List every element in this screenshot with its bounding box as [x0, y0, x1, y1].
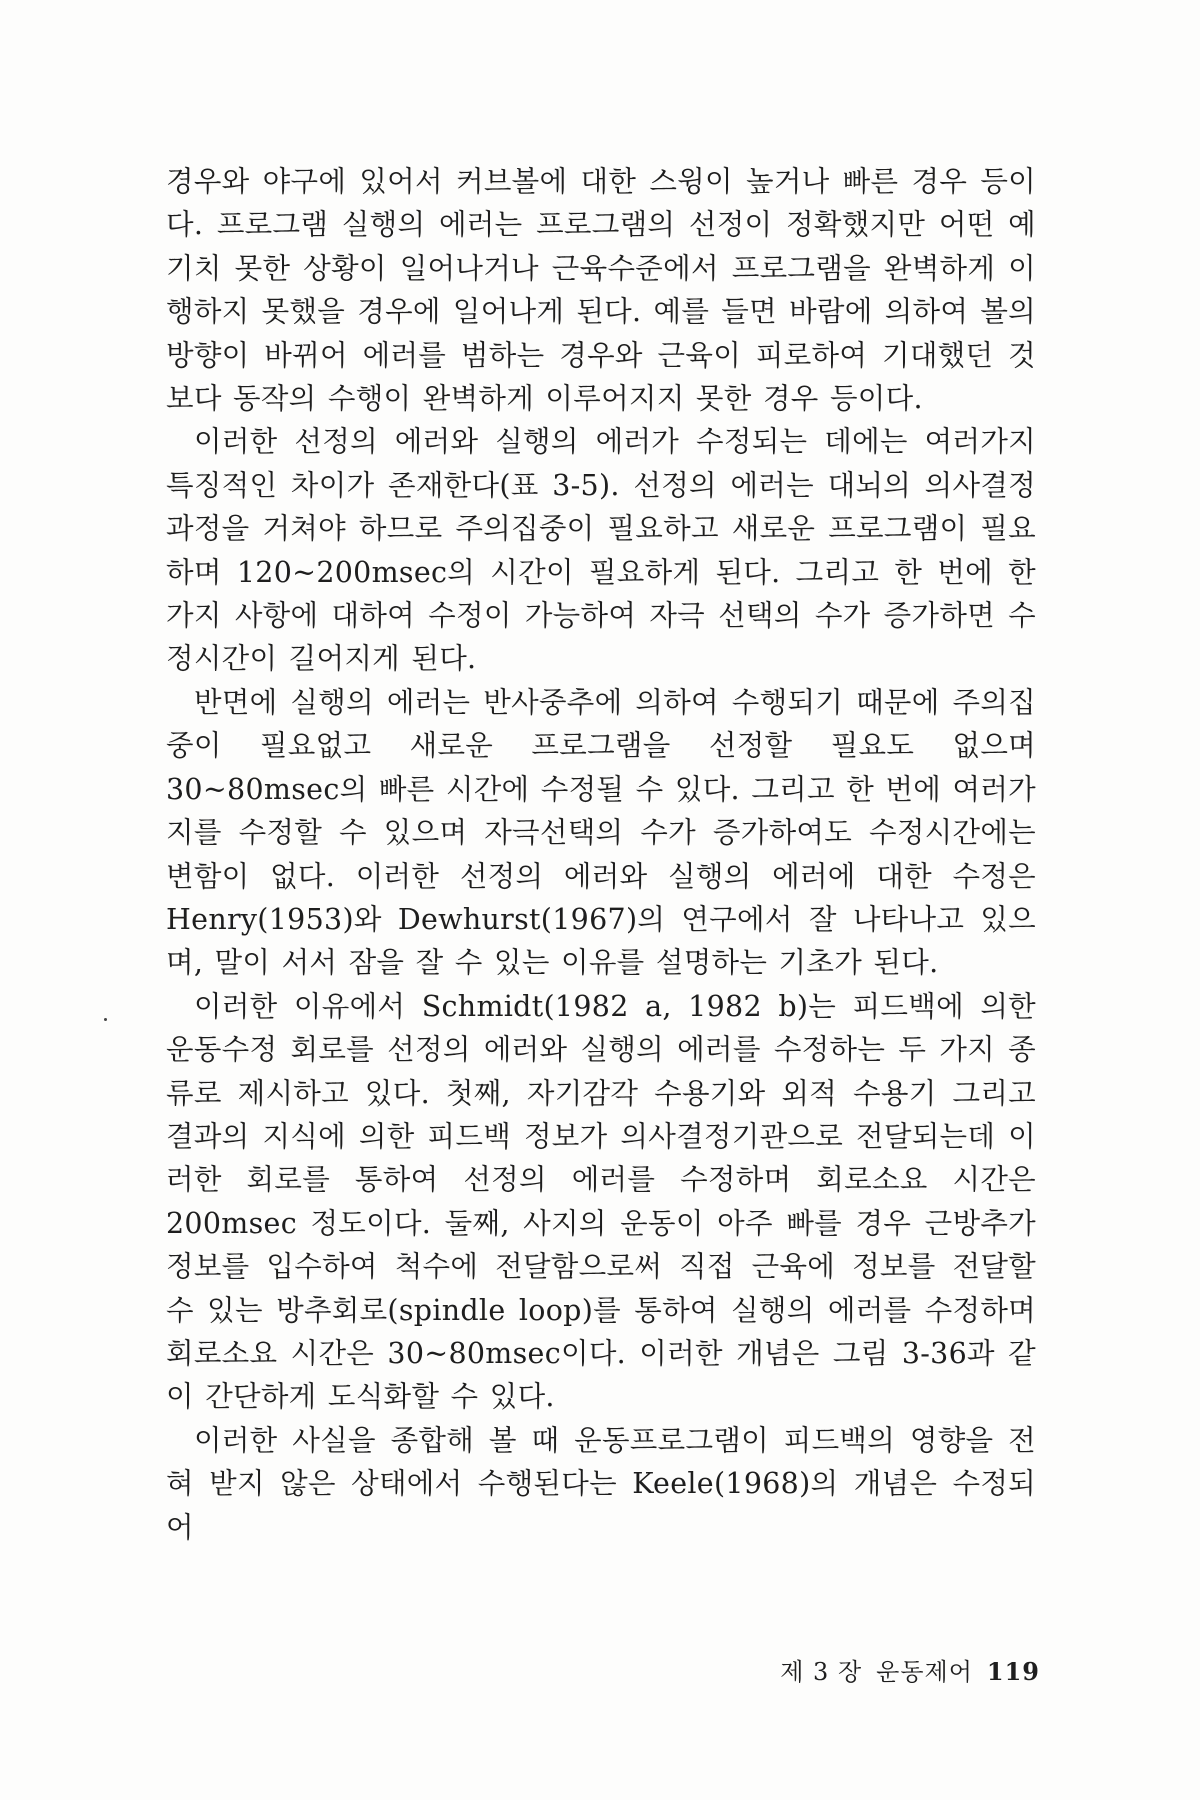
footer-chapter: 제 3 장	[780, 1658, 863, 1686]
scan-speck	[104, 1018, 107, 1021]
page-number: 119	[986, 1657, 1040, 1686]
paragraph-5: 이러한 사실을 종합해 볼 때 운동프로그램이 피드백의 영향을 전혀 받지 않은 상태에서 수행된다는 Keele(1968)의 개념은 수정되어	[166, 1423, 1036, 1544]
paragraph-2: 이러한 선정의 에러와 실행의 에러가 수정되는 데에는 여러가지 특징적인 차이가 존재한다(표 3-5). 선정의 에러는 대뇌의 의사결정 과정을 거쳐야 하므로 주의집중이 필요하고 새로운 프로그램이 필요하며 120~200msec의 시간이 필요하게 된다. 그리고 한 번에 한 가지 사항에 대하여 수정이 가능하여 자극 선택의 수가 증가하면 수정시간이 길어지게 된다.	[166, 425, 1036, 676]
paragraph-1: 경우와 야구에 있어서 커브볼에 대한 스윙이 높거나 빠른 경우 등이다. 프로그램 실행의 에러는 프로그램의 선정이 정확했지만 어떤 예기치 못한 상황이 일어나거나 근육수준에서 프로그램을 완벽하게 이행하지 못했을 경우에 일어나게 된다. 예를 들면 바람에 의하여 볼의 방향이 바뀌어 에러를 범하는 경우와 근육이 피로하여 기대했던 것보다 동작의 수행이 완벽하게 이루어지지 못한 경우 등이다.	[166, 165, 1036, 416]
footer-chapter-title: 운동제어	[876, 1658, 973, 1686]
paragraph-3: 반면에 실행의 에러는 반사중추에 의하여 수행되기 때문에 주의집중이 필요없고 새로운 프로그램을 선정할 필요도 없으며 30~80msec의 빠른 시간에 수정될 수 있다. 그리고 한 번에 여러가지를 수정할 수 있으며 자극선택의 수가 증가하여도 수정시간에는 변함이 없다. 이러한 선정의 에러와 실행의 에러에 대한 수정은 Henry(1953)와 Dewhurst(1967)의 연구에서 잘 나타나고 있으며, 말이 서서 잠을 잘 수 있는 이유를 설명하는 기초가 된다.	[166, 685, 1036, 980]
body-text	[166, 160, 1036, 1549]
paragraph-4: 이러한 이유에서 Schmidt(1982 a, 1982 b)는 피드백에 의한 운동수정 회로를 선정의 에러와 실행의 에러를 수정하는 두 가지 종류로 제시하고 있다. 첫째, 자기감각 수용기와 외적 수용기 그리고 결과의 지식에 의한 피드백 정보가 의사결정기관으로 전달되는데 이러한 회로를 통하여 선정의 에러를 수정하며 회로소요 시간은 200msec 정도이다. 둘째, 사지의 운동이 아주 빠를 경우 근방추가 정보를 입수하여 척수에 전달함으로써 직접 근육에 정보를 전달할 수 있는 방추회로(spindle loop)를 통하여 실행의 에러를 수정하며 회로소요 시간은 30~80msec이다. 이러한 개념은 그림 3-36과 같이 간단하게 도식화할 수 있다.	[166, 989, 1036, 1414]
page-footer	[760, 1652, 1040, 1687]
